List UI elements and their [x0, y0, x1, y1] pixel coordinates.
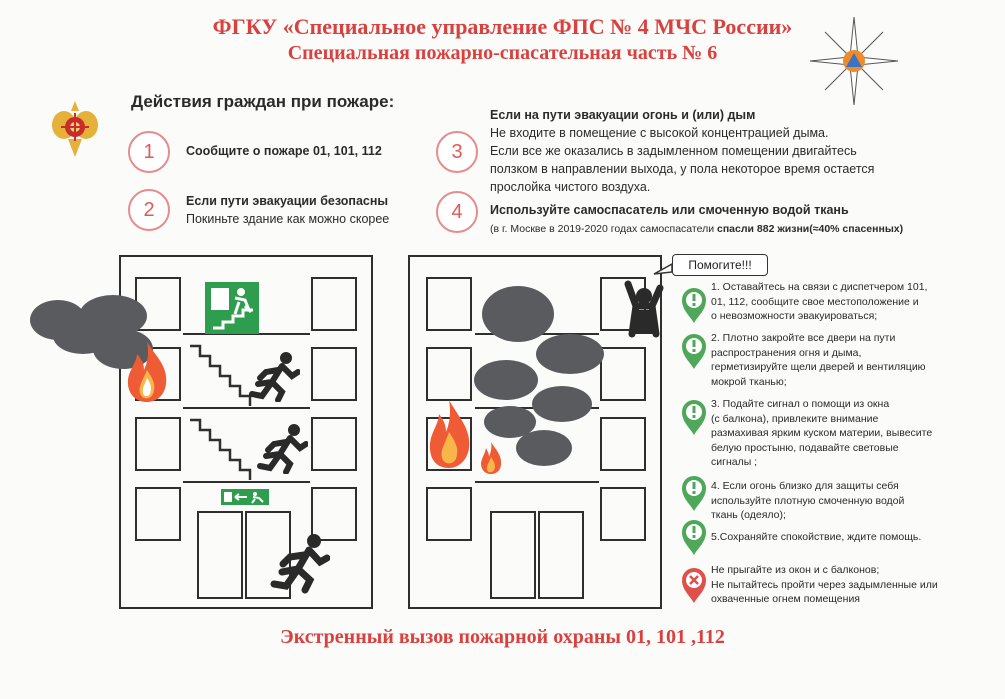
step-3-line-3: ползком в направлении выхода, у пола некоторое время остается [490, 162, 875, 176]
step-4-note-start: (в г. Москве в 2019-2020 годах самоспасатели [490, 223, 717, 235]
instruction-2 [711, 331, 996, 389]
instruction-2-line: распространения огня и дыма, [711, 346, 862, 359]
step-3-line-1: Не входите в помещение с высокой концентрацией дыма. [490, 126, 829, 140]
instruction-4-line: ткань (одеяло); [711, 509, 786, 521]
speech-bubble-tail [652, 262, 674, 276]
fire-icon [425, 398, 473, 470]
footer-emergency-call: Экстренный вызов пожарной охраны 01, 101 ,112 [280, 626, 725, 648]
instruction-3-line: белую простыню, подавайте световые [711, 441, 899, 454]
step-2-title: Если пути эвакуации безопасны [186, 194, 389, 208]
instruction-3-line: 3. Подайте сигнал о помощи из окна [711, 398, 890, 410]
running-person-icon [248, 350, 300, 402]
step-3-title: Если на пути эвакуации огонь и (или) дым [490, 108, 756, 122]
instruction-4-line: 4. Если огонь близко для защиты себя [711, 480, 899, 492]
mchs-star-logo-icon [808, 15, 900, 107]
instruction-3-line: (с балкона), привлеките внимание [711, 412, 879, 425]
running-person-icon [256, 422, 308, 474]
cross-pin-icon [680, 566, 708, 604]
step-3-line-2: Если все же оказались в задымленном помещении двигайтесь [490, 144, 857, 158]
check-pin-icon [680, 518, 708, 556]
step-1-title: Сообщите о пожаре 01, 101, 112 [186, 144, 382, 158]
step-2-text: Покиньте здание как можно скорее [186, 212, 390, 226]
help-speech-bubble [672, 254, 768, 276]
mchs-emblem-icon [48, 95, 102, 161]
step-3-number: 3 [436, 131, 478, 173]
running-person-icon [270, 532, 330, 594]
fire-icon [478, 440, 504, 476]
header-line-1: ФГКУ «Специальное управление ФПС № 4 МЧС России» [212, 14, 793, 39]
instruction-4-line: используйте плотную смоченную водой [711, 494, 905, 507]
check-pin-icon [680, 474, 708, 512]
instruction-1-line: 1. Оставайтесь на связи с диспетчером 101, [711, 281, 928, 293]
header-line-2: Специальная пожарно-спасательная часть № 6 [287, 42, 718, 64]
step-4-title: Используйте самоспасатель или смоченную водой ткань [490, 203, 849, 217]
instruction-3-line: сигналы ; [711, 456, 758, 468]
help-person-icon [618, 280, 668, 340]
instruction-3 [711, 397, 996, 470]
warning [711, 563, 996, 607]
step-4-note [490, 221, 903, 239]
step-1-number: 1 [128, 131, 170, 173]
step-3-line-4: прослойка чистого воздуха. [490, 180, 651, 194]
instruction-1-line: о невозможности эвакуироваться; [711, 310, 878, 322]
exit-sign-icon [221, 489, 269, 505]
check-pin-icon [680, 398, 708, 436]
help-bubble-text: Помогите!!! [688, 258, 752, 272]
warning-line: Не пытайтесь пройти через задымленные или [711, 578, 938, 591]
warning-line: охваченные огнем помещения [711, 593, 860, 605]
actions-title: Действия граждан при пожаре: [131, 92, 395, 111]
step-4-note-bold: спасли 882 жизни(≈40% спасенных) [716, 223, 904, 235]
instruction-5 [711, 530, 996, 545]
check-pin-icon [680, 286, 708, 324]
step-4-number: 4 [436, 191, 478, 233]
instruction-2-line: 2. Плотно закройте все двери на пути [711, 332, 896, 344]
instruction-3-line: размахивая ярким куском материи, вывесите [711, 427, 933, 439]
check-pin-icon [680, 332, 708, 370]
instruction-5-line: 5.Сохраняйте спокойствие, ждите помощь. [711, 531, 922, 543]
instruction-1 [711, 280, 996, 324]
step-2-number: 2 [128, 189, 170, 231]
exit-sign-icon [205, 282, 259, 334]
instruction-1-line: 01, 112, сообщите свое местоположение и [711, 295, 919, 308]
instruction-4 [711, 479, 996, 523]
fire-icon [122, 340, 172, 404]
instruction-2-line: мокрой тканью; [711, 375, 787, 388]
instruction-2-line: герметизируйте щели дверей и вентиляцию [711, 361, 926, 373]
warning-line: Не прыгайте из окон и с балконов; [711, 564, 880, 576]
